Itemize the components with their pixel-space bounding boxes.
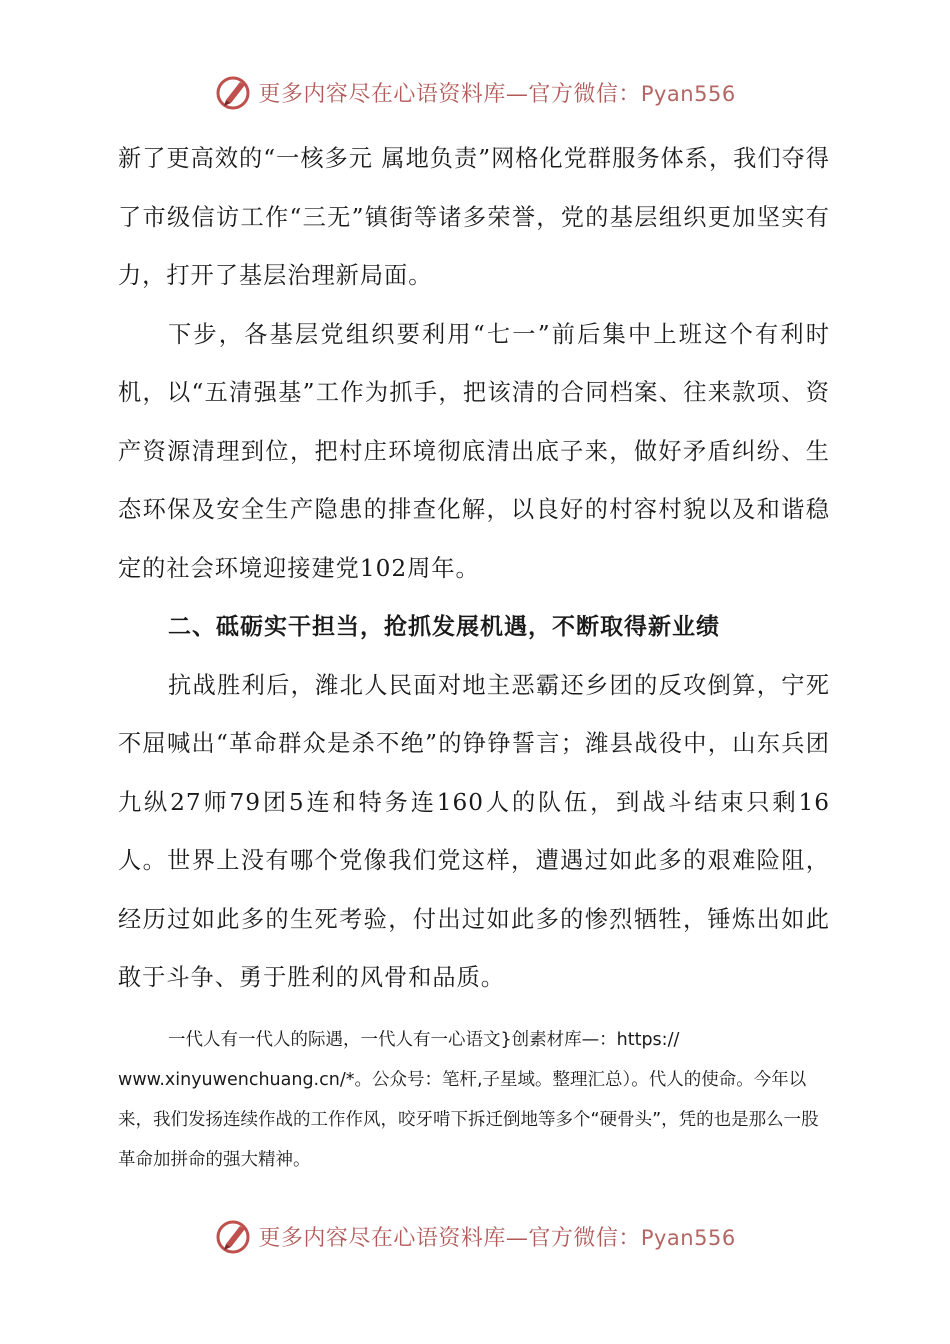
footer-banner [0, 1212, 950, 1260]
paragraph: 新了更高效的“一核多元 属地负责”网格化党群服务体系，我们夺得了市级信访工作“三无”镇街等诸多荣誉，党的基层组织更加坚实有力，打开了基层治理新局面。 [118, 145, 830, 289]
pen-circle-logo-icon [214, 72, 254, 112]
paragraph: 抗战胜利后，潍北人民面对地主恶霸还乡团的反攻倒算，宁死不屈喊出“革命群众是杀不绝”的铮铮誓言；潍县战役中，山东兵团九纵27师79团5连和特务连160人的队伍，到战斗结束只剩16人。世界上没有哪个党像我们党这样，遭遇过如此多的艰难险阻，经历过如此多的生死考验，付出过如此多的惨烈牺牲，锤炼出如此敢于斗争、勇于胜利的风骨和品质。 [118, 671, 830, 991]
pen-circle-logo-icon [214, 1216, 254, 1256]
paragraph: 下步，各基层党组织要利用“七一”前后集中上班这个有利时机，以“五清强基”工作为抓手，把该清的合同档案、往来款项、资产资源清理到位，把村庄环境彻底清出底子来，做好矛盾纠纷、生态环保及安全生产隐患的排查化解，以良好的村容村貌以及和谐稳定的社会环境迎接建党102周年。 [118, 320, 830, 582]
banner-text: 更多内容尽在心语资料库—官方微信：Pyan556 [258, 81, 736, 107]
small-text: www.xinyuwenchuang.cn/*。公众号：笔杆,子星域。整理汇总）。代人的使命。今年以来，我们发扬连续作战的工作作风，咬牙啃下拆迁倒地等多个“硬骨头”，凭的也是那么一股革命加拼命的强大精神。 [118, 1069, 819, 1170]
section-heading: 二、砥砺实干担当，抢抓发展机遇，不断取得新业绩 [168, 614, 720, 640]
wechat-id: Pyan556 [640, 81, 736, 106]
banner-text: 更多内容尽在心语资料库—官方微信：Pyan556 [258, 1225, 736, 1251]
paragraph-small [118, 1020, 830, 1180]
small-line: 一代人有一代人的际遇，一代人有一心语文}创素材库—：https:// [168, 1029, 680, 1050]
wechat-id: Pyan556 [640, 1225, 736, 1250]
header-banner [0, 68, 950, 116]
document-body [118, 130, 830, 1180]
